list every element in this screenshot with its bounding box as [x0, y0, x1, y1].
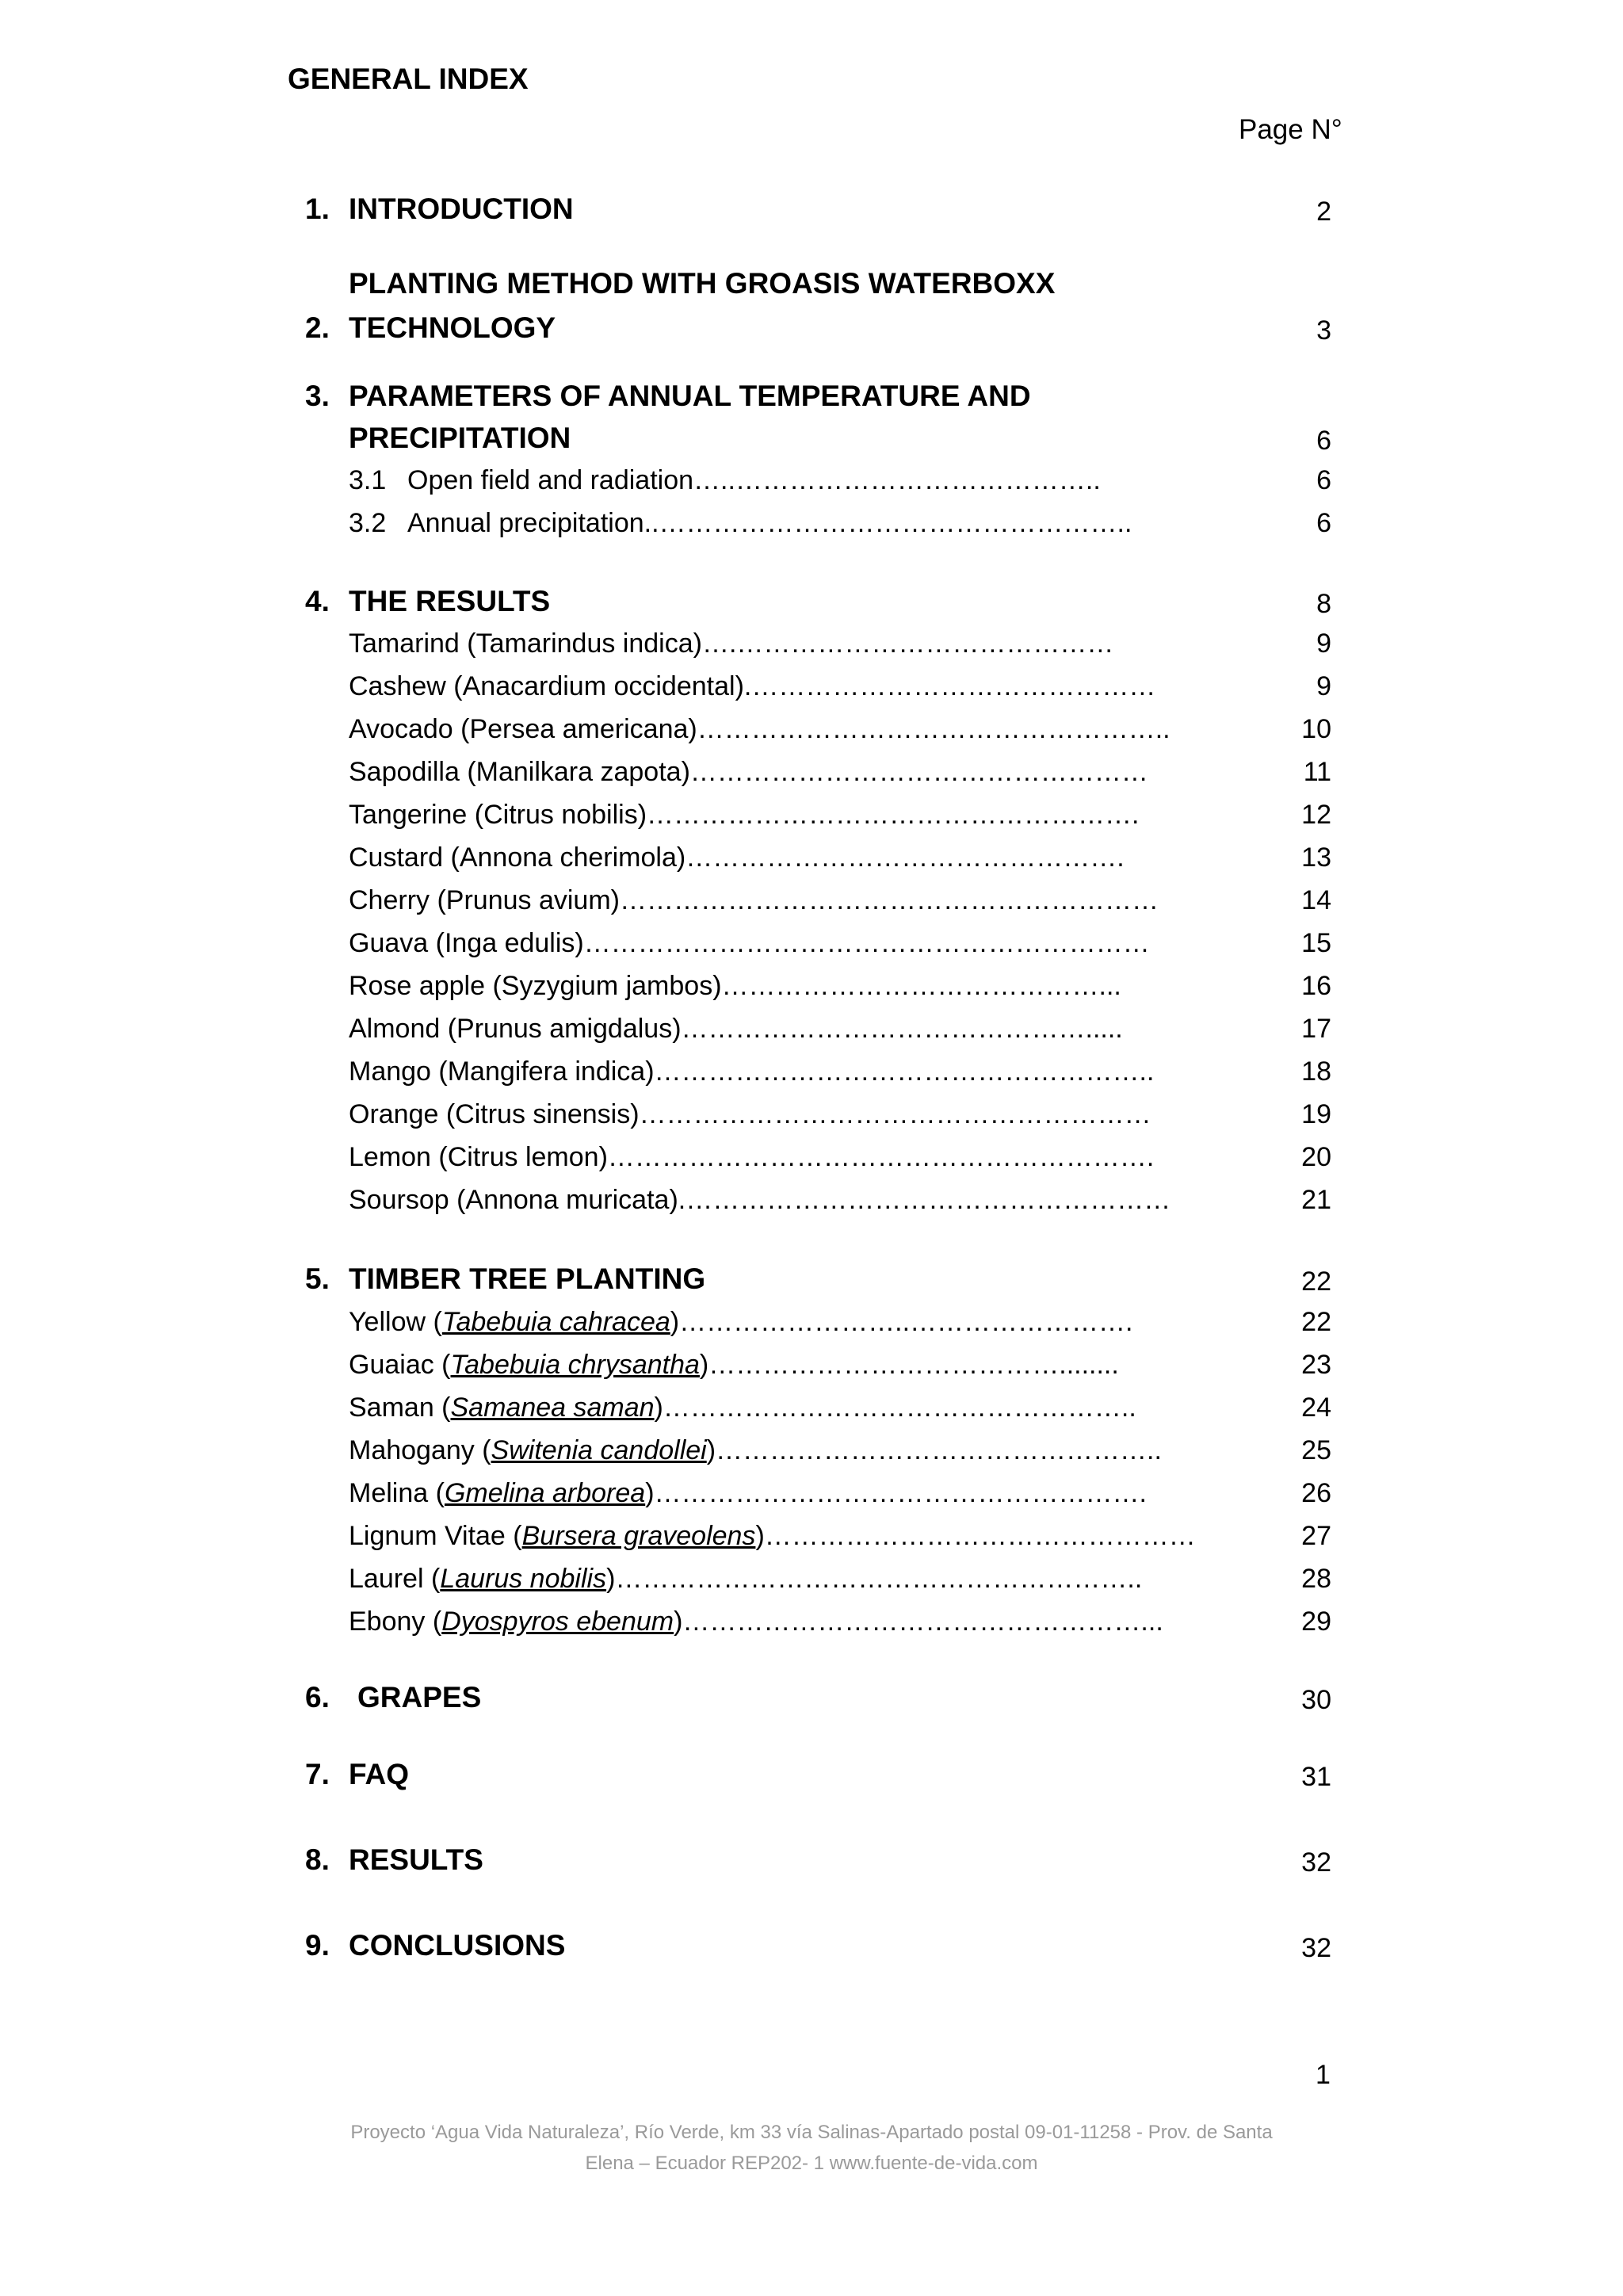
footer-line-1: Proyecto ‘Agua Vida Naturaleza’, Río Verde, km 33 vía Salinas-Apartado postal 09-01-11258 - Prov. de Santa	[350, 2122, 1273, 2143]
section-page: 8	[1316, 589, 1331, 619]
leader-dots: )……………………..…………………….	[670, 1307, 1133, 1337]
subsection-number: 3.1	[349, 465, 387, 495]
leader-dots: )…………………………………………………..	[606, 1564, 1143, 1594]
section-title-parameters-line2: PRECIPITATION	[349, 422, 571, 454]
index-entry-ebony	[349, 1603, 1163, 1641]
scientific-name: Laurus nobilis	[440, 1564, 607, 1594]
section-title-planting-method-line1: PLANTING METHOD WITH GROASIS WATERBOXX	[349, 267, 1056, 300]
section-title-timber-tree-planting: TIMBER TREE PLANTING	[349, 1263, 706, 1295]
entry-page: 13	[1301, 842, 1331, 873]
entry-page: 18	[1301, 1056, 1331, 1087]
entry-page: 9	[1316, 671, 1331, 701]
scientific-name: Bursera graveolens	[521, 1521, 756, 1551]
section-title-conclusions: CONCLUSIONS	[349, 1929, 566, 1962]
section-number: 8.	[305, 1843, 330, 1876]
section-number: 7.	[305, 1758, 330, 1790]
subsection-annual-precipitation: Annual precipitation..……………………………………………..	[407, 508, 1132, 538]
scientific-name: Tabebuia cahracea	[441, 1307, 670, 1337]
leader-dots: )…………………………………........	[699, 1350, 1119, 1380]
section-number: 4.	[305, 585, 330, 617]
index-entry-sapodilla: Sapodilla (Manilkara zapota)……………………………………………	[349, 757, 1148, 787]
index-entry-guaiac	[349, 1346, 1119, 1384]
entry-page: 21	[1301, 1185, 1331, 1215]
entry-page: 27	[1301, 1521, 1331, 1551]
scientific-name: Gmelina arborea	[444, 1478, 646, 1508]
common-name: Melina (	[349, 1478, 445, 1508]
scientific-name: Dyospyros ebenum	[441, 1606, 674, 1637]
index-entry-avocado: Avocado (Persea americana)……………………………………………..	[349, 714, 1170, 744]
common-name: Mahogany (	[349, 1435, 491, 1465]
entry-page: 16	[1301, 971, 1331, 1001]
leader-dots: )……………………………………………..	[654, 1392, 1136, 1423]
common-name: Yellow (	[349, 1307, 442, 1337]
leader-dots: )…………………………………………..	[706, 1435, 1162, 1465]
index-entry-custard: Custard (Annona cherimola)………………………………………….	[349, 842, 1125, 873]
page-number: 1	[1316, 2060, 1331, 2090]
section-number: 2.	[305, 311, 330, 344]
leader-dots: )…………………………………………	[755, 1521, 1196, 1551]
entry-page: 23	[1301, 1350, 1331, 1380]
section-title-results: RESULTS	[349, 1843, 483, 1876]
index-entry-melina	[349, 1474, 1147, 1512]
section-page: 22	[1301, 1266, 1331, 1297]
index-entry-guava: Guava (Inga edulis)………………………………………………………	[349, 928, 1150, 958]
section-title-introduction: INTRODUCTION	[349, 193, 574, 225]
entry-page: 26	[1301, 1478, 1331, 1508]
index-entry-rose-apple: Rose apple (Syzygium jambos)……………………………………...	[349, 971, 1121, 1001]
subsection-page: 6	[1316, 465, 1331, 495]
index-entry-almond: Almond (Prunus amigdalus)……………………………………….....	[349, 1014, 1123, 1044]
index-entry-mango: Mango (Mangifera indica)………………………………………………..	[349, 1056, 1155, 1087]
entry-page: 19	[1301, 1099, 1331, 1129]
index-entry-mahogany	[349, 1431, 1162, 1469]
section-title-faq: FAQ	[349, 1758, 410, 1790]
entry-page: 10	[1301, 714, 1331, 744]
index-entry-cherry: Cherry (Prunus avium)……………………………………………………	[349, 885, 1159, 915]
common-name: Guaiac (	[349, 1350, 451, 1380]
common-name: Laurel (	[349, 1564, 441, 1594]
scientific-name: Switenia candollei	[491, 1435, 707, 1465]
index-entry-orange: Orange (Citrus sinensis)…………………………………………………	[349, 1099, 1151, 1129]
entry-page: 12	[1301, 800, 1331, 830]
common-name: Lignum Vitae (	[349, 1521, 522, 1551]
section-title-grapes: GRAPES	[357, 1681, 482, 1713]
section-page: 32	[1301, 1933, 1331, 1963]
section-page: 30	[1301, 1685, 1331, 1715]
section-page: 3	[1316, 315, 1331, 346]
index-entry-cashew: Cashew (Anacardium occidental).………………………………………	[349, 671, 1156, 701]
section-title-the-results: THE RESULTS	[349, 585, 551, 617]
index-entry-tangerine: Tangerine (Citrus nobilis)……………………………………………….	[349, 800, 1140, 830]
section-page: 2	[1316, 197, 1331, 227]
entry-page: 11	[1303, 757, 1331, 787]
footer-line-2: Elena – Ecuador REP202- 1 www.fuente-de-vida.com	[585, 2153, 1038, 2174]
section-title-planting-method-line2: TECHNOLOGY	[349, 311, 556, 344]
index-entry-lignum-vitae	[349, 1517, 1196, 1555]
index-entry-saman	[349, 1389, 1136, 1427]
entry-page: 20	[1301, 1142, 1331, 1172]
entry-page: 9	[1316, 628, 1331, 659]
index-entry-tamarind: Tamarind (Tamarindus indica)….……………………………………	[349, 628, 1114, 659]
subsection-page: 6	[1316, 508, 1331, 538]
section-page: 6	[1316, 426, 1331, 456]
entry-page: 14	[1301, 885, 1331, 915]
index-entry-lemon: Lemon (Citrus lemon)…………………………………………………….	[349, 1142, 1155, 1172]
entry-page: 17	[1301, 1014, 1331, 1044]
common-name: Ebony (	[349, 1606, 442, 1637]
index-entry-soursop: Soursop (Annona muricata).………………………………………………	[349, 1185, 1171, 1215]
entry-page: 22	[1301, 1307, 1331, 1337]
subsection-open-field: Open field and radiation…..…………………………………..	[407, 465, 1101, 495]
section-page: 32	[1301, 1847, 1331, 1878]
entry-page: 28	[1301, 1564, 1331, 1594]
section-title-parameters-line1: PARAMETERS OF ANNUAL TEMPERATURE AND	[349, 380, 1031, 412]
section-page: 31	[1301, 1762, 1331, 1792]
page-column-header: Page N°	[1239, 114, 1342, 145]
entry-page: 25	[1301, 1435, 1331, 1465]
subsection-number: 3.2	[349, 508, 387, 538]
leader-dots: )……………………………………………….	[645, 1478, 1147, 1508]
section-number: 1.	[305, 193, 330, 225]
index-entry-yellow	[349, 1303, 1132, 1341]
common-name: Saman (	[349, 1392, 451, 1423]
index-title: GENERAL INDEX	[288, 63, 529, 95]
scientific-name: Tabebuia chrysantha	[450, 1350, 700, 1380]
section-number: 9.	[305, 1929, 330, 1962]
entry-page: 29	[1301, 1606, 1331, 1637]
section-number: 6.	[305, 1681, 330, 1713]
section-number: 5.	[305, 1263, 330, 1295]
entry-page: 15	[1301, 928, 1331, 958]
entry-page: 24	[1301, 1392, 1331, 1423]
leader-dots: )……………………………………………...	[674, 1606, 1163, 1637]
section-number: 3.	[305, 380, 330, 412]
index-entry-laurel	[349, 1560, 1142, 1598]
scientific-name: Samanea saman	[450, 1392, 655, 1423]
